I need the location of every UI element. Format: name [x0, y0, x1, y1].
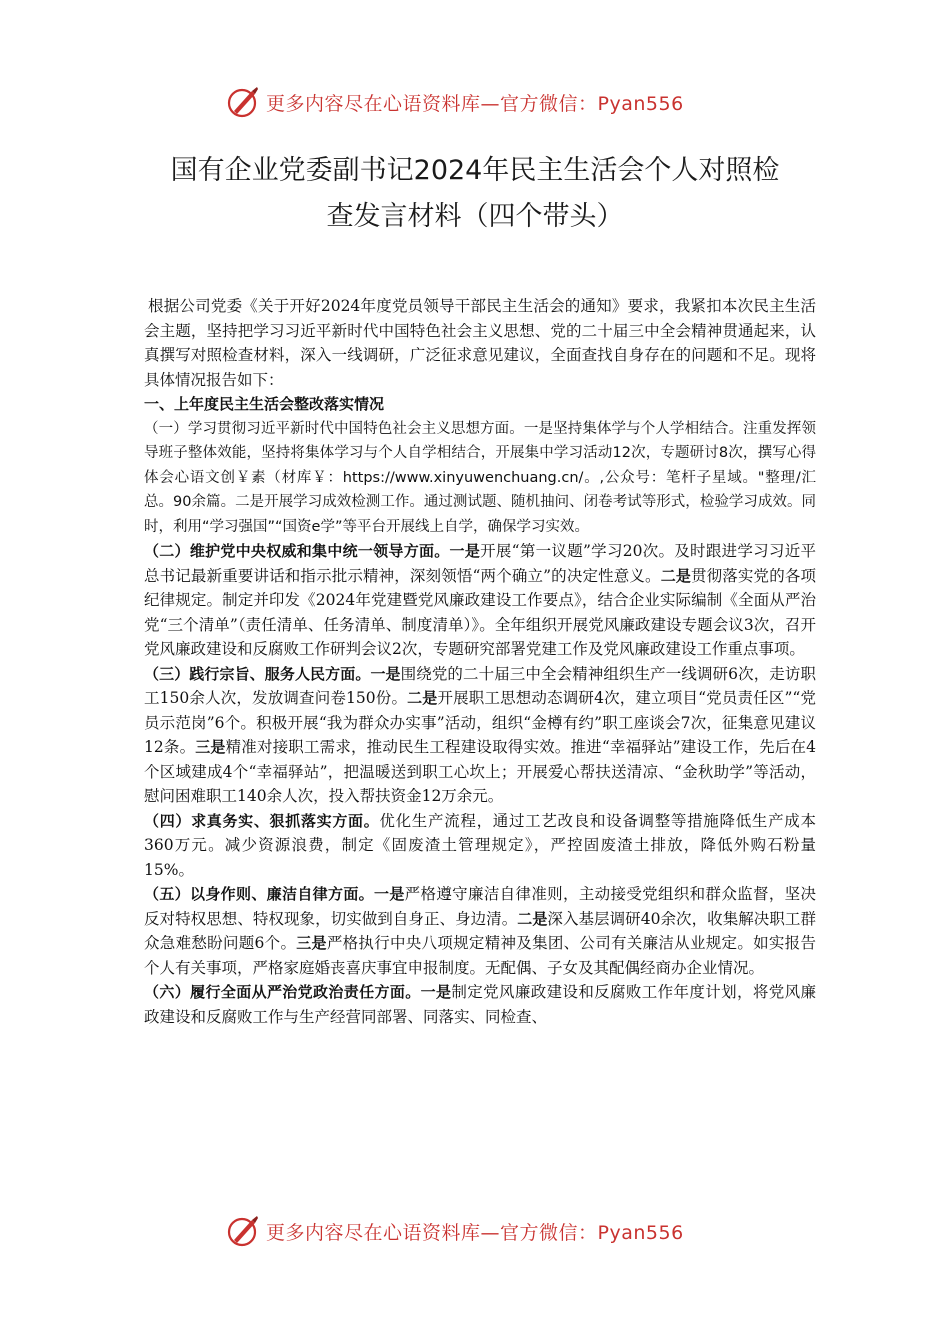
- item-6-text-1: 制定党风廉政建设和反腐败工作年度计划，将党风廉政建设和反腐败工作与生产经营同部署、同落实、同检查、: [144, 983, 816, 1026]
- item-2-text-2: 贯彻落实党的各项纪律规定。制定并印发《2024年党建暨党风廉政建设工作要点》，结合企业实际编制《全面从严治党“三个清单”（责任清单、任务清单、制度清单）》。全年组织开展党风廉政建设专题会议3次，召开党风廉政建设和反腐败工作研判会议2次，专题研究部署党建工作及党风廉政建设工作重点事项。: [144, 566, 816, 658]
- pen-seal-logo-icon: [226, 85, 260, 119]
- item-4-paragraph: [144, 809, 816, 883]
- item-6-key-1: 一是: [420, 983, 452, 1001]
- item-5-heading: （五）以身作则、廉洁自律方面。: [144, 885, 374, 903]
- item-5-text-2: 深入基层调研40余次，收集解决职工群众急难愁盼问题6个。: [144, 909, 816, 952]
- title-line-1: 国有企业党委副书记2024年民主生活会个人对照检: [170, 155, 780, 186]
- item-5-paragraph: [144, 882, 816, 980]
- header-banner: [226, 82, 684, 122]
- item-5-key-2: 二是: [517, 909, 548, 928]
- item-5-text-1: 严格遵守廉洁自律准则，主动接受党组织和群众监督，坚决反对特权思想、特权现象，切实做到自身正、身边清。: [144, 885, 816, 928]
- item-2-paragraph: [144, 539, 816, 662]
- item-3-heading: （三）践行宗旨、服务人民方面。: [144, 664, 371, 683]
- footer-banner: [226, 1211, 684, 1251]
- item-3-text-3: 精准对接职工需求，推动民生工程建设取得实效。推进“幸福驿站”建设工作，先后在4个区域建成4个“幸福驿站”，把温暖送到职工心坎上；开展爱心帮扶送清凉、“金秋助学”等活动，慰问困难职工140余人次，投入帮扶资金12万余元。: [144, 738, 816, 805]
- item-6-paragraph: [144, 980, 816, 1029]
- item-5-key-1: 一是: [374, 885, 405, 903]
- item-5-text-3: 严格执行中央八项规定精神及集团、公司有关廉洁从业规定。如实报告个人有关事项，严格家庭婚丧喜庆事宜申报制度。无配偶、子女及其配偶经商办企业情况。: [144, 934, 816, 977]
- item-2-key-1: 一是: [449, 542, 481, 560]
- section-heading-1: 一、上年度民主生活会整改落实情况: [144, 395, 385, 413]
- item-3-key-2: 二是: [407, 689, 438, 707]
- title-line-2: 查发言材料（四个带头）: [326, 201, 624, 232]
- item-4-heading: （四）求真务实、狠抓落实方面。: [144, 811, 380, 830]
- intro-paragraph: 根据公司党委《关于开好2024年度党员领导干部民主生活会的通知》要求，我紧扣本次民主生活会主题，坚持把学习习近平新时代中国特色社会主义思想、党的二十届三中全会精神贯通起来，认真撰写对照检查材料，深入一线调研，广泛征求意见建议，全面查找自身存在的问题和不足。现将具体情况报告如下：: [144, 297, 816, 389]
- item-5-key-3: 三是: [296, 934, 327, 952]
- pen-seal-logo-icon: [226, 1214, 260, 1248]
- document-title: [100, 148, 850, 240]
- item-6-heading: （六）履行全面从严治党政治责任方面。: [144, 983, 421, 1001]
- item-3-text-1: 围绕党的二十届三中全会精神组织生产一线调研6次，走访职工150余人次，发放调查问卷150份。: [144, 664, 816, 707]
- item-2-text-1: 开展“第一议题”学习20次。及时跟进学习习近平总书记最新重要讲话和指示批示精神，深刻领悟“两个确立”的决定性意义。: [144, 542, 816, 585]
- item-1-paragraph: （一）学习贯彻习近平新时代中国特色社会主义思想方面。一是坚持集体学与个人学相结合。注重发挥领导班子整体效能，坚持将集体学习与个人自学相结合，开展集中学习活动12次，专题研讨8次，撰写心得体会心语文创￥素（材库￥：https://www.xinyuwenchuang.cn/。,公众号：笔杆子星域。"整理/汇总。90余篇。二是开展学习成效检测工作。通过测试题、随机抽问、闭卷考试等形式，检验学习成效。同时，利用“学习强国”“国资e学”等平台开展线上自学，确保学习实效。: [144, 420, 816, 535]
- footer-banner-text: 更多内容尽在心语资料库—官方微信：Pyan556: [266, 1221, 684, 1244]
- item-2-heading: （二）维护党中央权威和集中统一领导方面。: [144, 542, 450, 560]
- document-body: [144, 294, 816, 1029]
- item-3-text-2: 开展职工思想动态调研4次，建立项目“党员责任区”“党员示范岗”6个。积极开展“我为群众办实事”活动，组织“金樽有约”职工座谈会7次，征集意见建议12条。: [144, 689, 816, 756]
- item-3-key-3: 三是: [195, 738, 226, 756]
- item-2-key-2: 二是: [660, 566, 691, 585]
- item-3-paragraph: [144, 662, 816, 809]
- item-4-text-1: 优化生产流程，通过工艺改良和设备调整等措施降低生产成本360万元。减少资源浪费，制定《固废渣土管理规定》，严控固废渣土排放，降低外购石粉量15%。: [144, 811, 816, 879]
- banner-text: 更多内容尽在心语资料库—官方微信：Pyan556: [266, 92, 684, 115]
- item-3-key-1: 一是: [370, 664, 401, 683]
